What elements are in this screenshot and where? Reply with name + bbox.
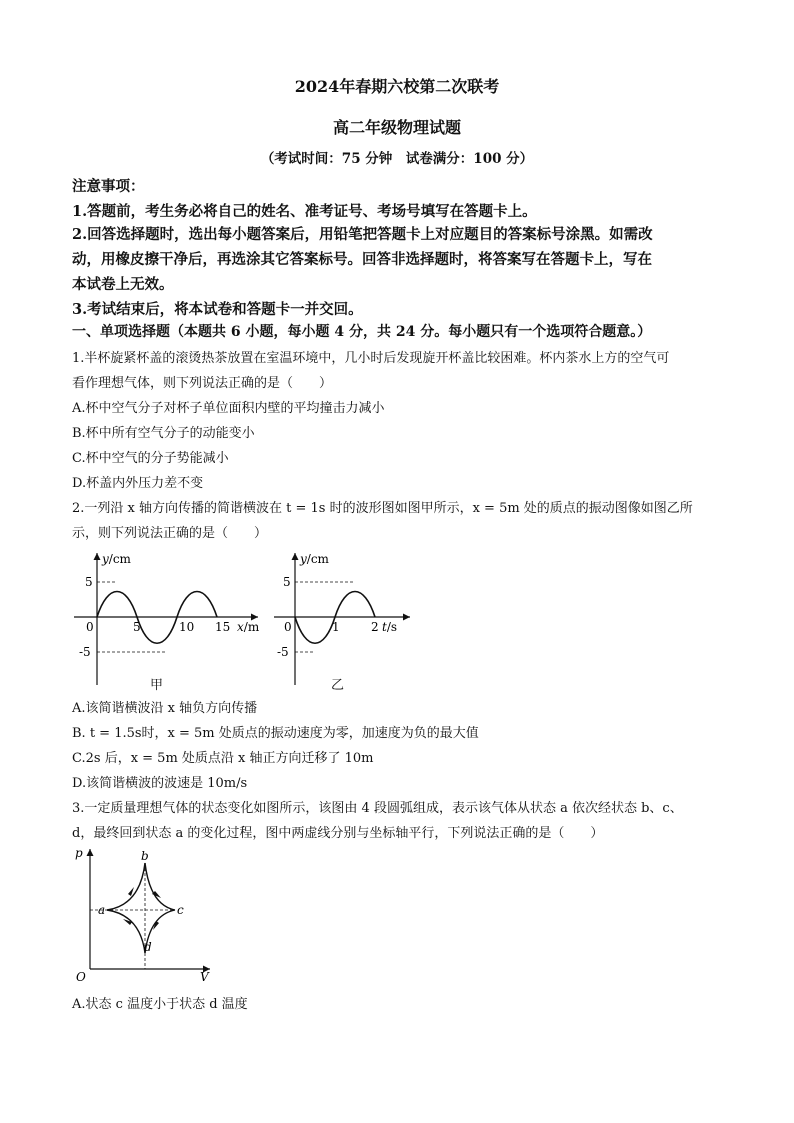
q1-stem-line-1: 1.半杯旋紧杯盖的滚烫热茶放置在室温环境中，几小时后发现旋开杯盖比较困难。杯内茶水上方的空气可 <box>72 351 670 366</box>
notice-item-2-line-2: 动，用橡皮擦干净后，再选涂其它答案标号。回答非选择题时，将答案写在答题卡上，写在 <box>72 251 652 268</box>
q1-stem-line-2: 看作理想气体，则下列说法正确的是（ ） <box>72 376 333 391</box>
tick-t-2: 2 <box>371 620 379 634</box>
tick-x-15: 15 <box>215 620 231 634</box>
q2-stem-line-2: 示，则下列说法正确的是（ ） <box>72 526 268 541</box>
pv-diagram <box>70 843 220 983</box>
origin-label: O <box>76 970 86 983</box>
y-label: y/cm <box>300 552 329 566</box>
q3-option-a: A.状态 c 温度小于状态 d 温度 <box>72 997 248 1012</box>
tick-y-neg5: -5 <box>79 645 91 659</box>
tick-y-5: 5 <box>283 575 291 589</box>
point-d: d <box>144 940 152 954</box>
q1-option-d: D.杯盖内外压力差不变 <box>72 476 204 491</box>
arc-da <box>107 910 145 953</box>
exam-title: 2024年春期六校第二次联考 <box>294 77 500 96</box>
exam-subtitle: 高二年级物理试题 <box>332 118 461 137</box>
notice-item-2-line-3: 本试卷上无效。 <box>72 276 174 293</box>
p-label: p <box>75 846 83 860</box>
q3-stem-line-1: 3.一定质量理想气体的状态变化如图所示，该图由 4 段圆弧组成，表示该气体从状态 a 依次经状态 b、c、 <box>72 801 683 816</box>
tick-x-5: 5 <box>133 620 141 634</box>
notice-heading: 注意事项： <box>72 178 145 195</box>
vibration-graph-yi <box>268 545 418 690</box>
point-c: c <box>177 903 184 917</box>
tick-t-1: 1 <box>332 620 340 634</box>
v-label: V <box>200 970 209 983</box>
y-label: y/cm <box>102 552 131 566</box>
notice-item-3: 3.考试结束后，将本试卷和答题卡一并交回。 <box>72 301 363 318</box>
arc-bc <box>145 863 175 910</box>
q2-option-a: A.该简谐横波沿 x 轴负方向传播 <box>72 701 258 716</box>
origin-label: 0 <box>86 620 94 634</box>
origin-label: 0 <box>284 620 292 634</box>
tick-x-10: 10 <box>179 620 195 634</box>
notice-item-1: 1.答题前，考生务必将自己的姓名、准考证号、考场号填写在答题卡上。 <box>72 203 537 220</box>
tick-y-5: 5 <box>85 575 93 589</box>
x-label: x/m <box>237 620 260 634</box>
section-1-heading: 一、单项选择题（本题共 6 小题，每小题 4 分，共 24 分。每小题只有一个选项符合题意。） <box>72 324 652 340</box>
q1-option-b: B.杯中所有空气分子的动能变小 <box>72 426 255 441</box>
q2-option-b: B. t = 1.5s时，x = 5m 处质点的振动速度为零，加速度为负的最大值 <box>72 726 479 741</box>
q2-stem-line-1: 2.一列沿 x 轴方向传播的简谐横波在 t = 1s 时的波形图如图甲所示，x = 5m 处的质点的振动图像如图乙所 <box>72 501 693 516</box>
point-b: b <box>141 849 149 863</box>
point-a: a <box>98 903 106 917</box>
figure-caption-yi: 乙 <box>331 678 345 693</box>
q3-stem-line-2: d，最终回到状态 a 的变化过程，图中两虚线分别与坐标轴平行，下列说法正确的是（ ） <box>72 826 604 841</box>
q1-option-a: A.杯中空气分子对杯子单位面积内壁的平均撞击力减小 <box>72 401 385 416</box>
exam-info: （考试时间：75 分钟 试卷满分：100 分） <box>260 151 534 167</box>
q2-option-d: D.该简谐横波的波速是 10m/s <box>72 776 248 791</box>
tick-y-neg5: -5 <box>277 645 289 659</box>
notice-item-2-line-1: 2.回答选择题时，选出每小题答案后，用铅笔把答题卡上对应题目的答案标号涂黑。如需改 <box>72 226 653 243</box>
q2-option-c: C.2s 后，x = 5m 处质点沿 x 轴正方向迁移了 10m <box>72 751 374 766</box>
wave-graph-jia <box>70 545 270 690</box>
t-label: t/s <box>382 620 398 634</box>
figure-caption-jia: 甲 <box>150 678 164 693</box>
arc-ab <box>107 863 145 910</box>
q1-option-c: C.杯中空气的分子势能减小 <box>72 451 229 466</box>
